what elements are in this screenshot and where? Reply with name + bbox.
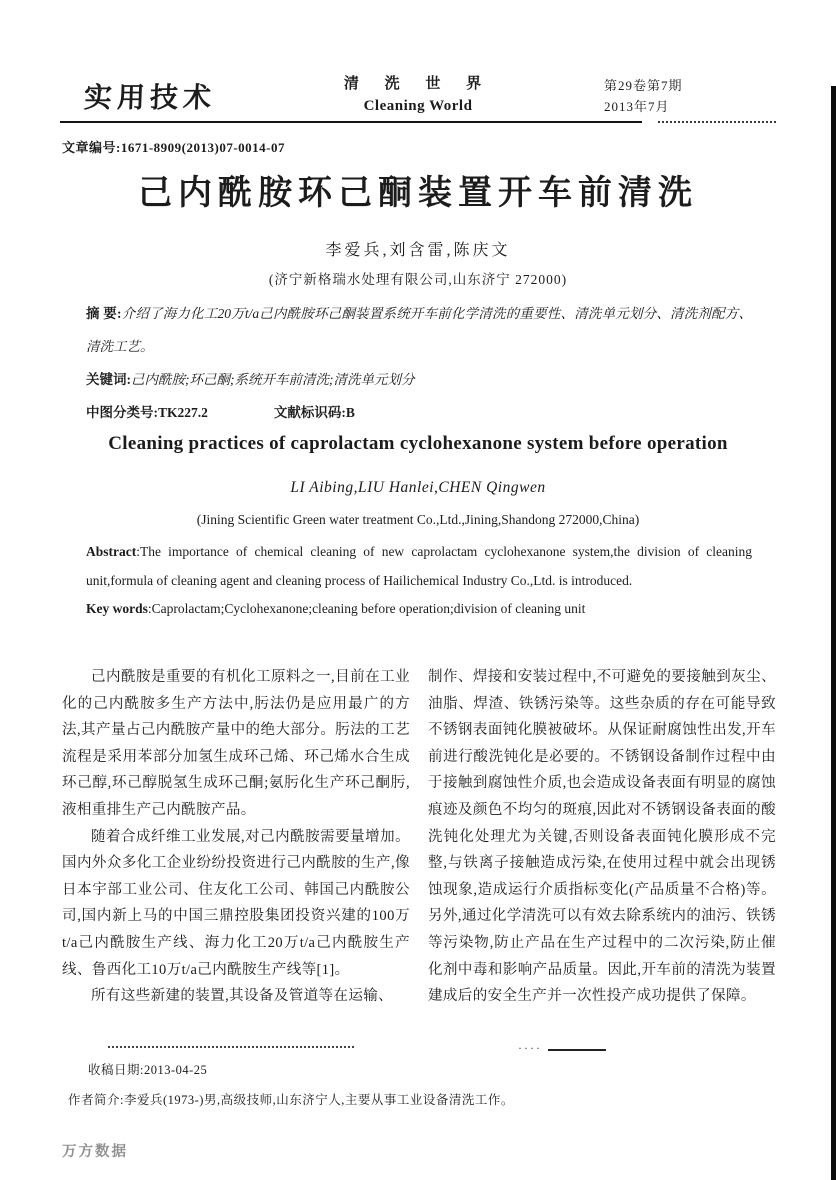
paragraph: 制作、焊接和安装过程中,不可避免的要接触到灰尘、油脂、焊渣、铁锈污染等。这些杂质的存在可能导致不锈钢表面钝化膜被破坏。从保证耐腐蚀性出发,开车前进行酸洗钝化是必要的。不锈钢设备制作过程中由于接触到腐蚀性介质,也会造成设备表面有明显的腐蚀痕迹及颜色不均匀的斑痕,因此对不锈钢设备表面的酸洗钝化处理尤为关键,否则设备表面钝化膜形成不完整,与铁离子接触造成污染,在使用过程中就会出现锈蚀现象,造成运行介质指标变化(产品质量不合格)等。另外,通过化学清洗可以有效去除系统内的油污、铁锈等污染物,防止产品在生产过程中的二次污染,防止催化剂中毒和影响产品质量。因此,开车前的清洗为装置建成后的安全生产并一次性投产成功提供了保障。 <box>428 669 776 1005</box>
header-divider <box>60 121 642 123</box>
doc-code-value: B <box>345 405 355 420</box>
abstract-cn-label: 摘 要: <box>86 306 122 321</box>
affiliation-cn: (济宁新格瑞水处理有限公司,山东济宁 272000) <box>268 272 568 287</box>
chinese-meta-block <box>86 297 752 429</box>
english-meta-block <box>86 538 752 624</box>
keywords-cn-label: 关键词: <box>86 372 131 387</box>
body-column-left <box>62 664 410 1010</box>
paragraph: 己内酰胺是重要的有机化工原料之一,目前在工业化的己内酰胺多生产方法中,肟法仍是应用最广的方法,其产量占己内酰胺产量中的绝大部分。肟法的工艺流程是采用苯部分加氢生成环己烯、环己烯水合生成环己醇,环己醇脱氢生成环己酮;氨肟化生产环己酮肟,液相重排生产己内酰胺产品。 <box>62 669 410 818</box>
journal-masthead <box>0 72 836 115</box>
volume-issue: 第29卷第7期 <box>604 78 683 93</box>
keywords-en-text: :Caprolactam;Cyclohexanone;cleaning before operation;division of cleaning unit <box>147 601 586 616</box>
scan-artifact-dash <box>548 1049 606 1051</box>
paragraph: 随着合成纤维工业发展,对己内酰胺需要量增加。国内外众多化工企业纷纷投资进行己内酰胺的生产,像日本宇部工业公司、住友化工公司、韩国己内酰胺公司,国内新上马的中国三鼎控股集团投资兴建的100万t/a己内酰胺生产线、海力化工20万t/a己内酰胺生产线、鲁西化工10万t/a己内酰胺生产线等[1]。 <box>62 828 410 978</box>
authors-cn: 李爱兵,刘含雷,陈庆文 <box>325 242 511 259</box>
issue-date: 2013年7月 <box>604 99 670 114</box>
keywords-en <box>86 595 752 624</box>
abstract-cn-text: 介绍了海力化工20万t/a己内酰胺环己酮装置系统开车前化学清洗的重要性、清洗单元划分、清洗剂配方、清洗工艺。 <box>86 306 752 354</box>
received-date: 收稿日期:2013-04-25 <box>88 1063 208 1077</box>
author-bio: 作者简介:李爱兵(1973-)男,高级技师,山东济宁人,主要从事工业设备清洗工作。 <box>68 1093 514 1107</box>
journal-name-en: Cleaning World <box>363 98 473 114</box>
scan-artifact-dots: ···· <box>518 1041 542 1055</box>
database-watermark: 万方数据 <box>62 1144 128 1160</box>
doc-code-label: 文献标识码: <box>273 405 346 420</box>
authors-en: LI Aibing,LIU Hanlei,CHEN Qingwen <box>290 479 546 496</box>
abstract-en <box>86 538 752 595</box>
affiliation-en: (Jining Scientific Green water treatment Co.,Ltd.,Jining,Shandong 272000,China) <box>196 512 640 527</box>
keywords-cn <box>86 363 752 396</box>
journal-name-cn: 清 洗 世 界 <box>343 76 493 92</box>
header-divider-dotted <box>658 121 776 123</box>
clc-value: TK227.2 <box>158 405 208 420</box>
footnote-divider <box>108 1046 354 1048</box>
abstract-cn <box>86 297 752 363</box>
classification-line <box>86 396 752 429</box>
scan-edge-artifact <box>831 86 836 1180</box>
clc-label: 中图分类号: <box>86 405 158 420</box>
paper-title-en: Cleaning practices of caprolactam cyclohexanone system before operation <box>108 433 728 454</box>
abstract-en-text: :The importance of chemical cleaning of new caprolactam cyclohexanone system,the division of cleaning unit,formula of cleaning agent and cleaning process of Hailichemical Industry Co.,Ltd. is introduced. <box>86 544 752 588</box>
body-column-right <box>428 664 776 1010</box>
paragraph: 所有这些新建的装置,其设备及管道等在运输、 <box>91 988 394 1005</box>
keywords-cn-text: 己内酰胺;环己酮;系统开车前清洗;清洗单元划分 <box>131 372 415 387</box>
paper-title-cn: 己内酰胺环己酮装置开车前清洗 <box>138 173 698 213</box>
abstract-en-label: Abstract <box>86 544 137 559</box>
keywords-en-label: Key words <box>86 601 148 616</box>
article-number: 文章编号:1671-8909(2013)07-0014-07 <box>62 140 285 155</box>
journal-section-logo: 实用技术 <box>83 81 217 114</box>
journal-issue-info <box>604 75 683 117</box>
